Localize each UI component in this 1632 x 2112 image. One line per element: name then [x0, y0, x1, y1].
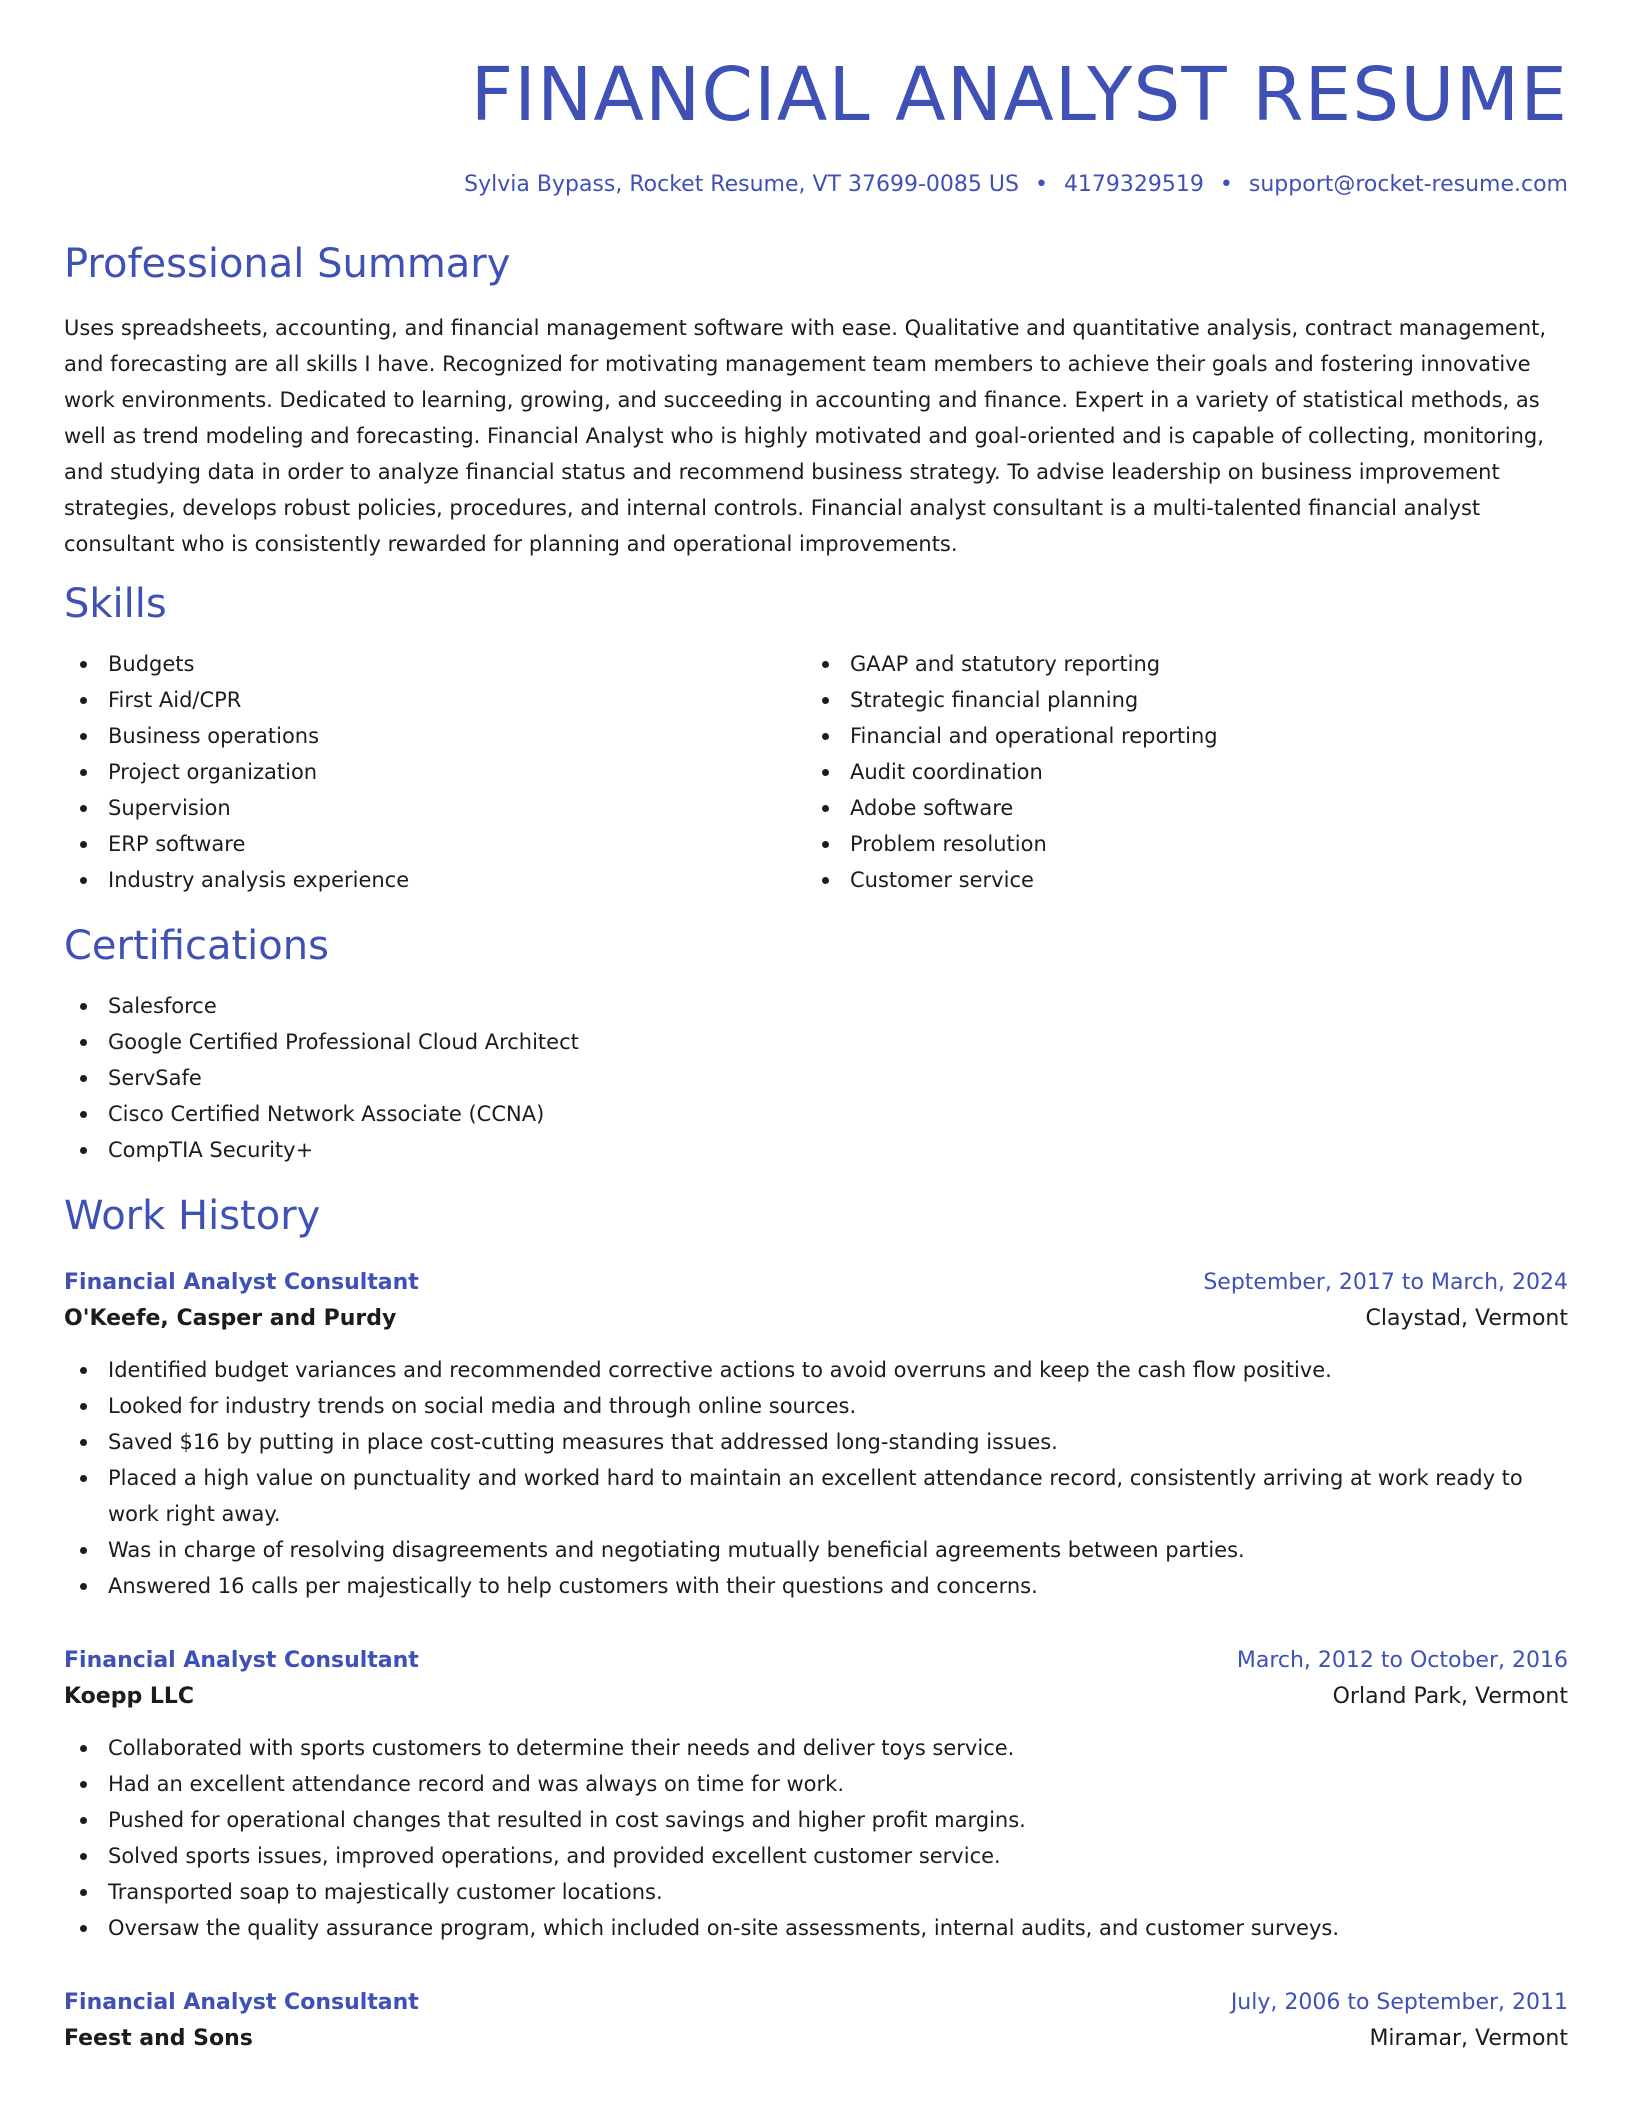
job-company: O'Keefe, Casper and Purdy	[64, 1306, 397, 1332]
skill-item: Supervision	[64, 790, 806, 826]
job-bullet: Transported soap to majestically customer locations.	[64, 1874, 1568, 1910]
job-bullet: Answered 16 calls per majestically to help customers with their questions and concerns.	[64, 1568, 1568, 1604]
certifications-list	[64, 988, 1568, 1168]
professional-summary-section	[64, 242, 1568, 562]
skill-item: GAAP and statutory reporting	[806, 646, 1548, 682]
job-entry	[64, 1266, 1568, 1604]
certification-item: CompTIA Security+	[64, 1132, 1568, 1168]
job-company-row	[64, 1300, 1568, 1338]
job-bullet: Collaborated with sports customers to determine their needs and deliver toys service.	[64, 1730, 1568, 1766]
job-location: Orland Park, Vermont	[1332, 1684, 1568, 1710]
job-title: Financial Analyst Consultant	[64, 1648, 419, 1674]
job-bullets	[64, 1352, 1568, 1604]
job-location: Claystad, Vermont	[1365, 1306, 1568, 1332]
section-heading: Skills	[64, 581, 167, 628]
contact-phone: 4179329519	[1063, 172, 1204, 197]
job-bullet: Was in charge of resolving disagreements and negotiating mutually beneficial agreements between parties.	[64, 1532, 1568, 1568]
job-title-row	[64, 1266, 1568, 1300]
section-heading: Professional Summary	[64, 241, 511, 288]
job-title-row	[64, 1986, 1568, 2020]
skills-list	[64, 646, 806, 898]
skills-section	[64, 582, 1568, 898]
job-entry	[64, 1644, 1568, 1946]
certification-item: Salesforce	[64, 988, 1568, 1024]
skills-columns	[64, 646, 1568, 898]
summary-text: Uses spreadsheets, accounting, and financial management software with ease. Qualitative and quantitative analysis, contract management, and forecasting are all skills I have. Recognized for motivating management team members to achieve their goals and fostering innovative work environments. Dedicated to learning, growing, and succeeding in accounting and finance. Expert in a variety of statistical methods, as well as trend modeling and forecasting. Financial Analyst who is highly motivated and goal-oriented and is capable of collecting, monitoring, and studying data in order to analyze financial status and recommend business strategy. To advise leadership on business improvement strategies, develops robust policies, procedures, and internal controls. Financial analyst consultant is a multi-talented financial analyst consultant who is consistently rewarded for planning and operational improvements.	[64, 316, 1547, 557]
resume-header	[64, 0, 1568, 198]
job-bullet: Solved sports issues, improved operations, and provided excellent customer service.	[64, 1838, 1568, 1874]
job-dates: July, 2006 to September, 2011	[1230, 1990, 1568, 2016]
contact-separator: •	[1034, 172, 1048, 197]
contact-separator: •	[1219, 172, 1233, 197]
job-bullet: Pushed for operational changes that resulted in cost savings and higher profit margins.	[64, 1802, 1568, 1838]
skill-item: Budgets	[64, 646, 806, 682]
certifications-section	[64, 924, 1568, 1168]
skills-column-right	[806, 646, 1548, 898]
job-location: Miramar, Vermont	[1369, 2026, 1568, 2052]
job-dates: September, 2017 to March, 2024	[1203, 1270, 1568, 1296]
job-bullet: Placed a high value on punctuality and worked hard to maintain an excellent attendance record, consistently arriving at work ready to work right away.	[64, 1460, 1568, 1532]
skill-item: First Aid/CPR	[64, 682, 806, 718]
job-company-row	[64, 2020, 1568, 2058]
skills-column-left	[64, 646, 806, 898]
skill-item: Financial and operational reporting	[806, 718, 1548, 754]
job-company: Koepp LLC	[64, 1684, 195, 1710]
section-heading: Work History	[64, 1193, 321, 1240]
skills-list	[806, 646, 1548, 898]
skill-item: ERP software	[64, 826, 806, 862]
skill-item: Strategic financial planning	[806, 682, 1548, 718]
skill-item: Audit coordination	[806, 754, 1548, 790]
job-company: Feest and Sons	[64, 2026, 253, 2052]
section-heading: Certifications	[64, 923, 329, 970]
contact-line	[64, 172, 1568, 198]
skill-item: Industry analysis experience	[64, 862, 806, 898]
job-title: Financial Analyst Consultant	[64, 1990, 419, 2016]
contact-address: Sylvia Bypass, Rocket Resume, VT 37699-0085 US	[464, 172, 1019, 197]
job-title-row	[64, 1644, 1568, 1678]
job-bullets	[64, 1730, 1568, 1946]
job-bullet: Saved $16 by putting in place cost-cutting measures that addressed long-standing issues.	[64, 1424, 1568, 1460]
job-dates: March, 2012 to October, 2016	[1236, 1648, 1568, 1674]
skill-item: Project organization	[64, 754, 806, 790]
job-entry	[64, 1986, 1568, 2058]
job-bullet: Looked for industry trends on social media and through online sources.	[64, 1388, 1568, 1424]
resume-title: FINANCIAL ANALYST RESUME	[470, 52, 1568, 138]
job-bullet: Oversaw the quality assurance program, which included on-site assessments, internal audits, and customer surveys.	[64, 1910, 1568, 1946]
work-history-section	[64, 1194, 1568, 2058]
skill-item: Customer service	[806, 862, 1548, 898]
certification-item: Google Certified Professional Cloud Architect	[64, 1024, 1568, 1060]
job-company-row	[64, 1678, 1568, 1716]
job-bullet: Identified budget variances and recommended corrective actions to avoid overruns and keep the cash flow positive.	[64, 1352, 1568, 1388]
job-bullet: Had an excellent attendance record and was always on time for work.	[64, 1766, 1568, 1802]
certification-item: ServSafe	[64, 1060, 1568, 1096]
skill-item: Business operations	[64, 718, 806, 754]
certification-item: Cisco Certified Network Associate (CCNA)	[64, 1096, 1568, 1132]
skill-item: Problem resolution	[806, 826, 1548, 862]
contact-email[interactable]: support@rocket-resume.com	[1248, 172, 1568, 197]
job-title: Financial Analyst Consultant	[64, 1270, 419, 1296]
skill-item: Adobe software	[806, 790, 1548, 826]
